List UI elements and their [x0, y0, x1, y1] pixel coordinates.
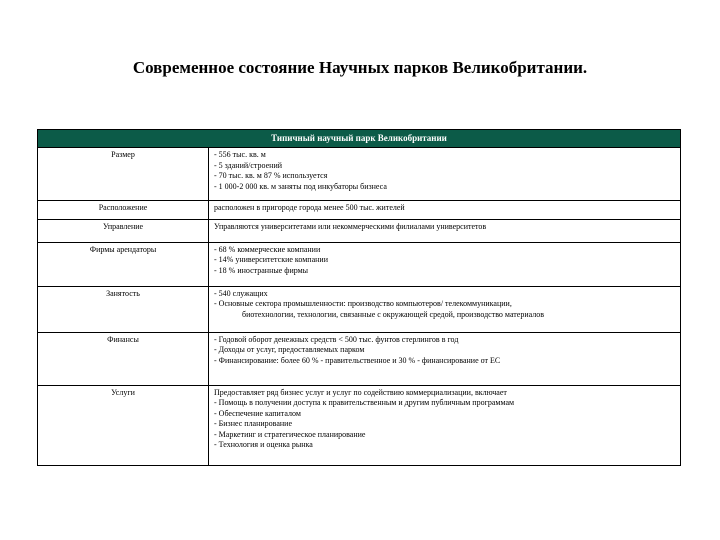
table-row-management — [38, 219, 680, 242]
row-label: Управление — [38, 219, 209, 242]
row-line: - 5 зданий/строений — [214, 160, 283, 170]
row-line: биотехнологии, технологии, связанные с окружающей средой, производство материалов — [242, 309, 544, 319]
row-label: Фирмы арендаторы — [38, 242, 209, 286]
row-line: - Технология и оценка рынка — [214, 440, 313, 449]
row-content — [209, 148, 681, 200]
table-row-size — [38, 148, 680, 200]
page-title: Современное состояние Научных парков Великобритании. — [132, 58, 588, 77]
row-line: - Бизнес планирование — [214, 419, 293, 428]
row-line: - 540 служащих — [214, 288, 268, 298]
row-label: Услуги — [38, 385, 209, 465]
row-content — [209, 242, 681, 286]
row-label: Занятость — [38, 286, 209, 332]
row-content — [209, 200, 681, 219]
row-line: - 70 тыс. кв. м 87 % используется — [214, 171, 328, 180]
row-line: расположен в пригороде города менее 500 тыс. жителей — [214, 202, 405, 212]
row-label: Размер — [38, 148, 209, 200]
row-line: - 68 % коммерческие компании — [214, 244, 321, 254]
table-row-finance — [38, 332, 680, 385]
table-row-tenants — [38, 242, 680, 286]
row-line: - Годовой оборот денежных средств < 500 тыс. фунтов стерлингов в год — [214, 334, 459, 344]
table-row-services — [38, 385, 680, 465]
row-line: - 18 % иностранные фирмы — [214, 265, 309, 275]
row-line: Предоставляет ряд бизнес услуг и услуг по содействию коммерциализации, включает — [214, 387, 507, 397]
row-label: Финансы — [38, 332, 209, 385]
row-line: - 556 тыс. кв. м — [214, 150, 266, 159]
row-line: - 1 000-2 000 кв. м заняты под инкубаторы бизнеса — [214, 181, 387, 191]
row-label: Расположение — [38, 200, 209, 219]
row-line: - Основные сектора промышленности: производство компьютеров/ телекоммуникации, — [214, 299, 512, 308]
row-content — [209, 332, 681, 385]
table-row-employment — [38, 286, 680, 332]
row-line: - Обеспечение капиталом — [214, 408, 301, 418]
science-park-table — [37, 129, 681, 466]
row-content — [209, 286, 681, 332]
row-content — [209, 219, 681, 242]
row-line: - Финансирование: более 60 % - правительственное и 30 % - финансирование от ЕС — [214, 355, 501, 365]
row-line: - Маркетинг и стратегическое планирование — [214, 429, 366, 439]
row-line: Управляются университетами или некоммерческими филиалами университетов — [214, 221, 487, 231]
table-header: Типичный научный парк Великобритании — [38, 130, 680, 148]
row-line: - Помощь в получении доступа к правительственным и другим публичным программам — [214, 398, 515, 407]
row-line: - 14% университетские компании — [214, 255, 328, 264]
row-content — [209, 385, 681, 465]
row-line: - Доходы от услуг, предоставляемых парком — [214, 345, 365, 354]
table-body — [38, 148, 680, 465]
table-row-location — [38, 200, 680, 219]
